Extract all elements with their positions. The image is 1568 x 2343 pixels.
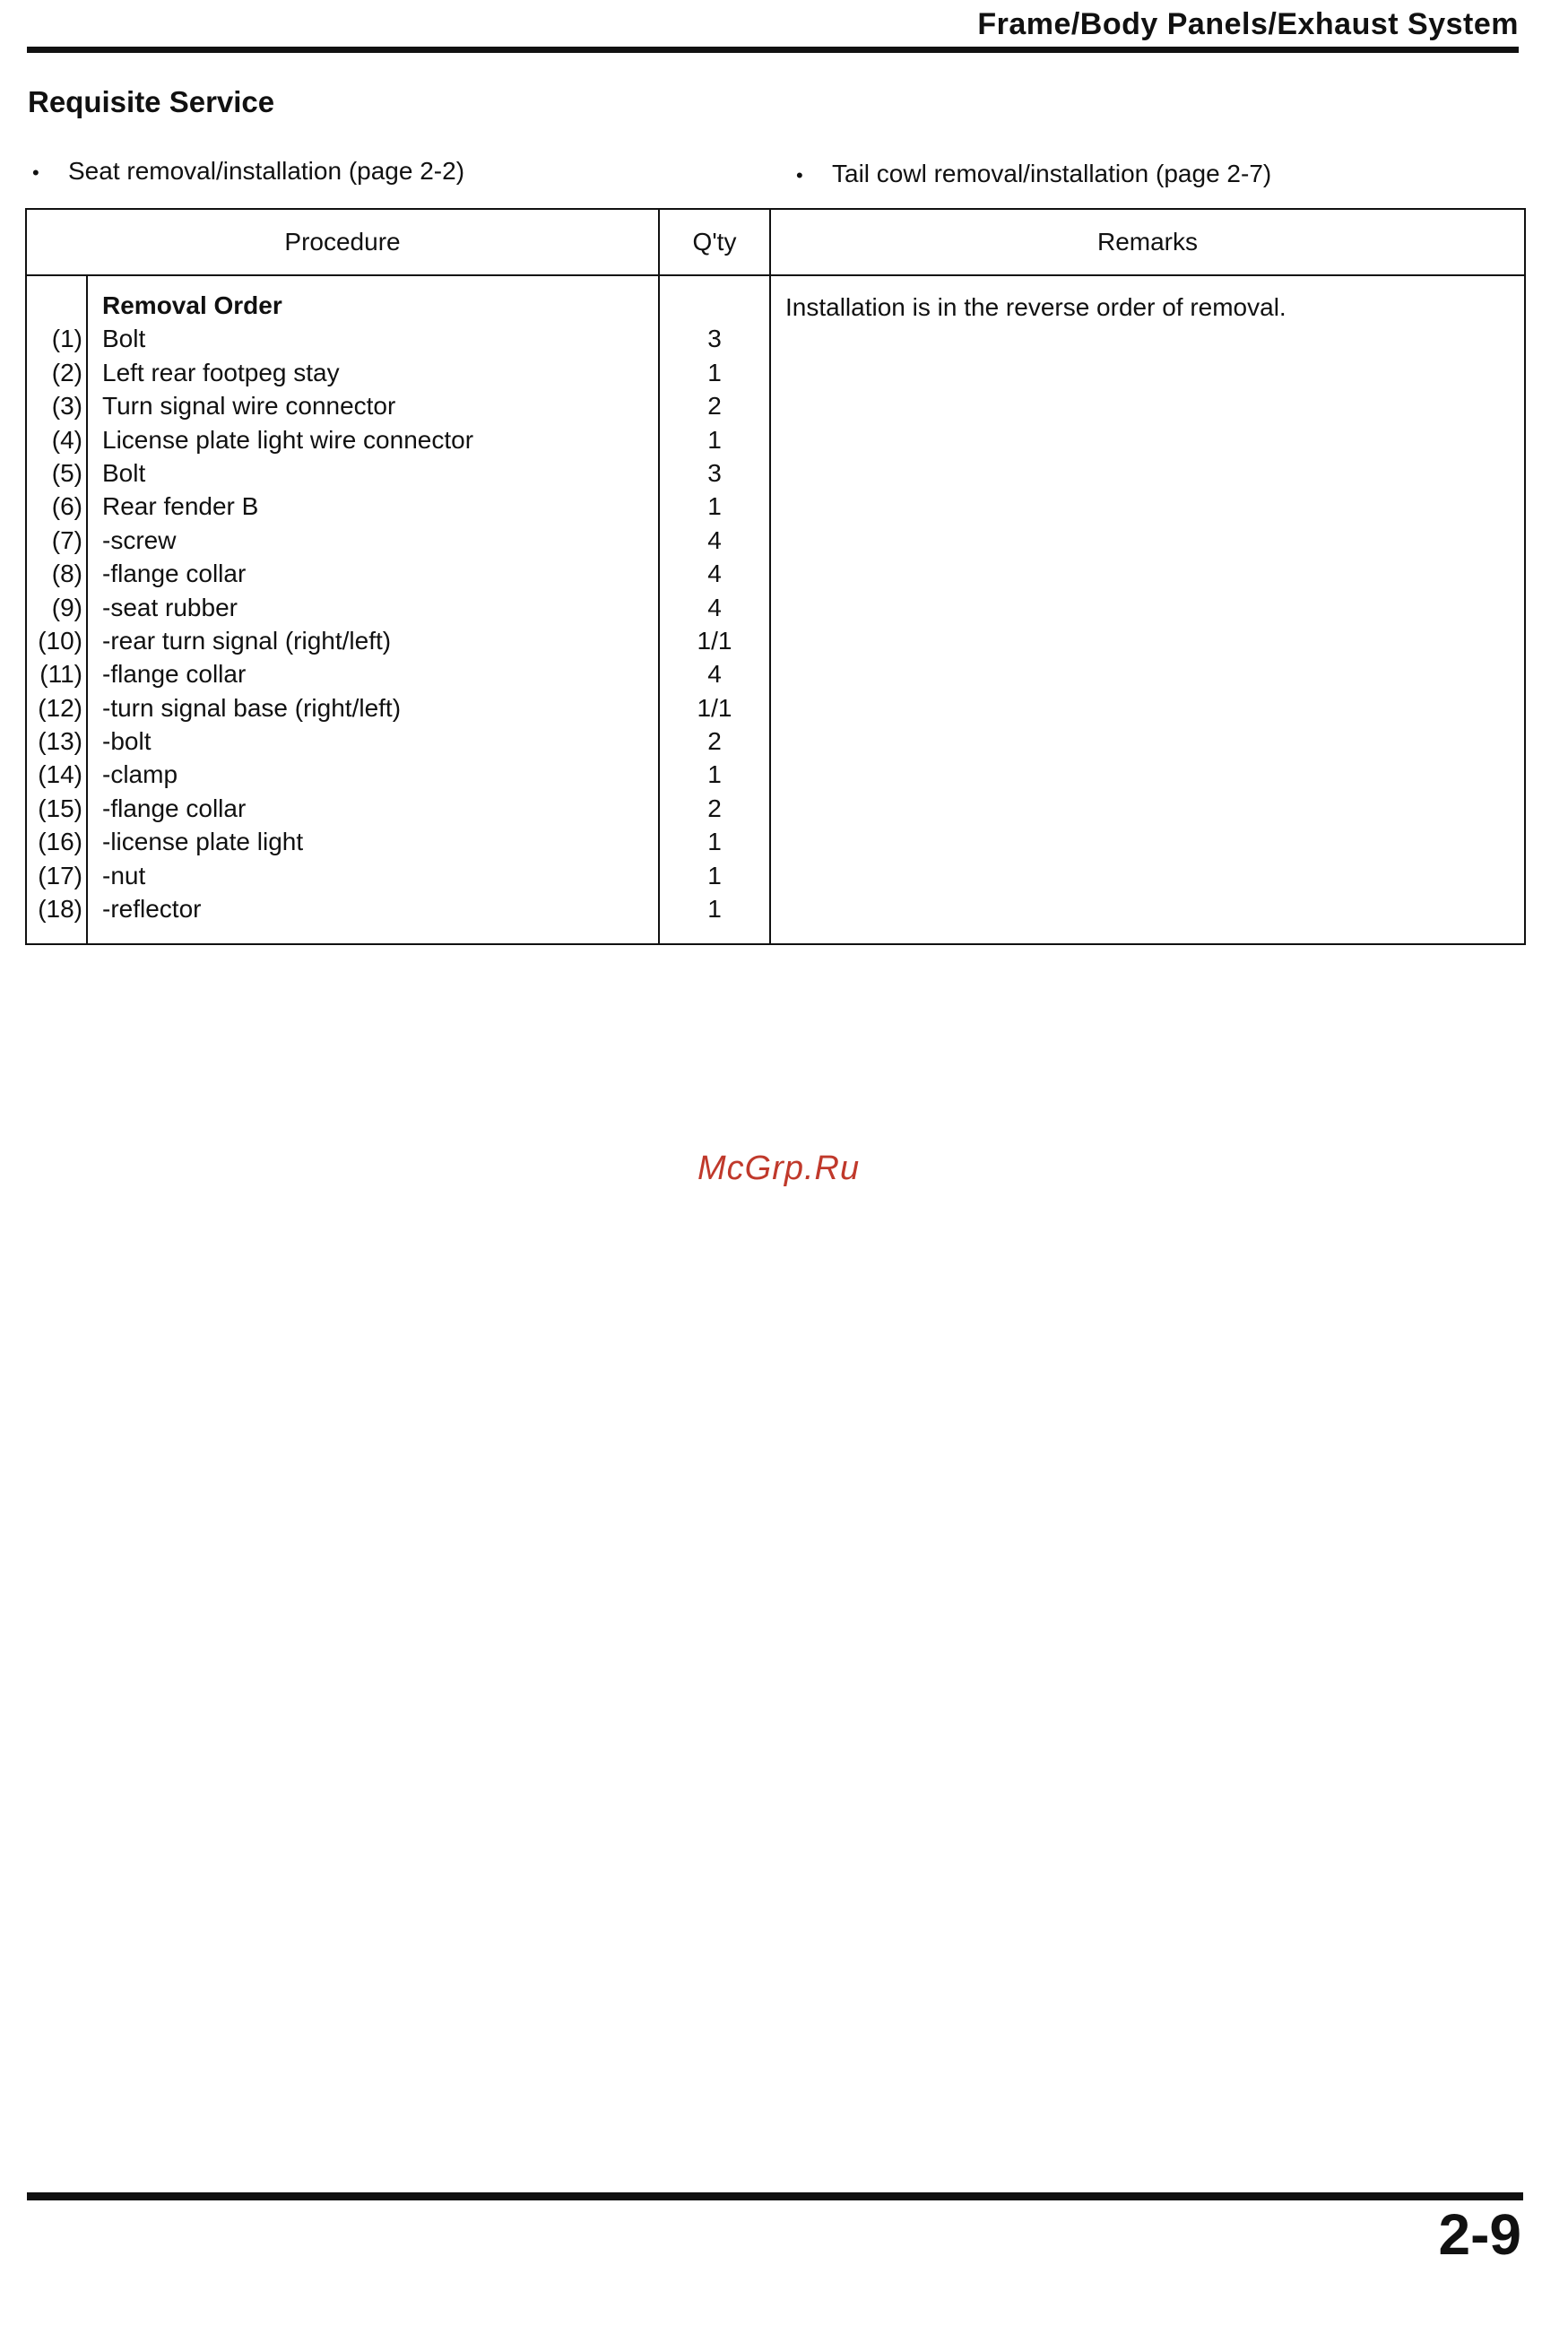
qty-list <box>660 322 769 925</box>
header-remarks: Remarks <box>770 209 1525 275</box>
page-number: 2-9 <box>1438 2202 1521 2267</box>
row-item-name: License plate light wire connector <box>102 425 474 454</box>
requisite-service-text: Seat removal/installation (page 2-2) <box>68 157 465 185</box>
spacer-line <box>27 289 86 322</box>
row-item-name: Rear fender B <box>102 492 259 521</box>
row-number: (3) <box>51 392 82 421</box>
row-item-name: -turn signal base (right/left) <box>102 693 402 722</box>
table-body-row <box>26 275 1525 944</box>
row-number: (8) <box>51 560 82 588</box>
row-qty: 2 <box>707 794 722 822</box>
row-number: (15) <box>38 794 82 822</box>
row-qty: 1/1 <box>697 693 732 722</box>
footer-divider <box>27 2192 1523 2200</box>
row-number: (18) <box>38 895 82 924</box>
row-item-name: Bolt <box>102 325 146 353</box>
remarks-column <box>770 275 1525 944</box>
watermark: McGrp.Ru <box>697 1150 861 1187</box>
bullet-icon: • <box>32 161 39 184</box>
row-item-name: -license plate light <box>102 828 304 856</box>
row-qty: 1 <box>707 760 722 789</box>
row-qty: 1/1 <box>697 626 732 655</box>
procedure-table <box>25 208 1526 945</box>
row-item-name: -flange collar <box>102 660 247 689</box>
row-qty: 4 <box>707 560 722 588</box>
row-qty: 3 <box>707 325 722 353</box>
row-number: (11) <box>39 660 82 689</box>
row-item-name: -screw <box>102 525 177 554</box>
requisite-service-text: Tail cowl removal/installation (page 2-7) <box>832 160 1272 187</box>
row-item-name: -flange collar <box>102 794 247 822</box>
row-number: (17) <box>38 861 82 889</box>
row-qty: 1 <box>707 895 722 924</box>
row-qty: 1 <box>707 861 722 889</box>
header-divider <box>27 47 1519 53</box>
row-number: (4) <box>51 425 82 454</box>
section-heading: Requisite Service <box>28 85 275 118</box>
page-header-title: Frame/Body Panels/Exhaust System <box>977 7 1519 41</box>
row-item-name: -seat rubber <box>102 593 238 621</box>
row-qty: 4 <box>707 525 722 554</box>
row-number: (13) <box>38 727 82 756</box>
row-qty: 4 <box>707 593 722 621</box>
removal-order-heading: Removal Order <box>102 291 282 319</box>
row-number: (7) <box>51 525 82 554</box>
requisite-service-item <box>796 160 1271 188</box>
row-qty: 1 <box>707 828 722 856</box>
spacer-line <box>660 289 769 322</box>
row-number: (9) <box>51 593 82 621</box>
row-item-name: -flange collar <box>102 560 247 588</box>
row-number: (1) <box>51 325 82 353</box>
row-number: (14) <box>38 760 82 789</box>
row-qty: 2 <box>707 392 722 421</box>
row-item-name: -rear turn signal (right/left) <box>102 626 392 655</box>
item-number-list <box>27 322 86 925</box>
row-qty: 2 <box>707 727 722 756</box>
row-item-name: Left rear footpeg stay <box>102 358 340 386</box>
row-number: (10) <box>38 626 82 655</box>
header-qty: Q'ty <box>659 209 770 275</box>
row-item-name: -nut <box>102 861 146 889</box>
row-item-name: Turn signal wire connector <box>102 392 396 421</box>
row-item-name: -bolt <box>102 727 152 756</box>
qty-column <box>659 275 770 944</box>
requisite-service-item <box>32 157 464 186</box>
remarks-text: Installation is in the reverse order of removal. <box>785 293 1286 321</box>
row-qty: 1 <box>707 358 722 386</box>
row-number: (2) <box>51 358 82 386</box>
header-procedure: Procedure <box>26 209 659 275</box>
table-header-row <box>26 209 1525 275</box>
row-item-name: -clamp <box>102 760 178 789</box>
row-qty: 1 <box>707 492 722 521</box>
row-number: (16) <box>38 828 82 856</box>
bullet-icon: • <box>796 163 803 187</box>
row-qty: 1 <box>707 425 722 454</box>
row-number: (6) <box>51 492 82 521</box>
item-name-list <box>88 322 658 925</box>
row-number: (5) <box>51 458 82 487</box>
item-number-column <box>26 275 87 944</box>
row-item-name: Bolt <box>102 458 146 487</box>
item-name-column <box>87 275 659 944</box>
row-qty: 4 <box>707 660 722 689</box>
row-qty: 3 <box>707 458 722 487</box>
row-number: (12) <box>38 693 82 722</box>
row-item-name: -reflector <box>102 895 202 924</box>
